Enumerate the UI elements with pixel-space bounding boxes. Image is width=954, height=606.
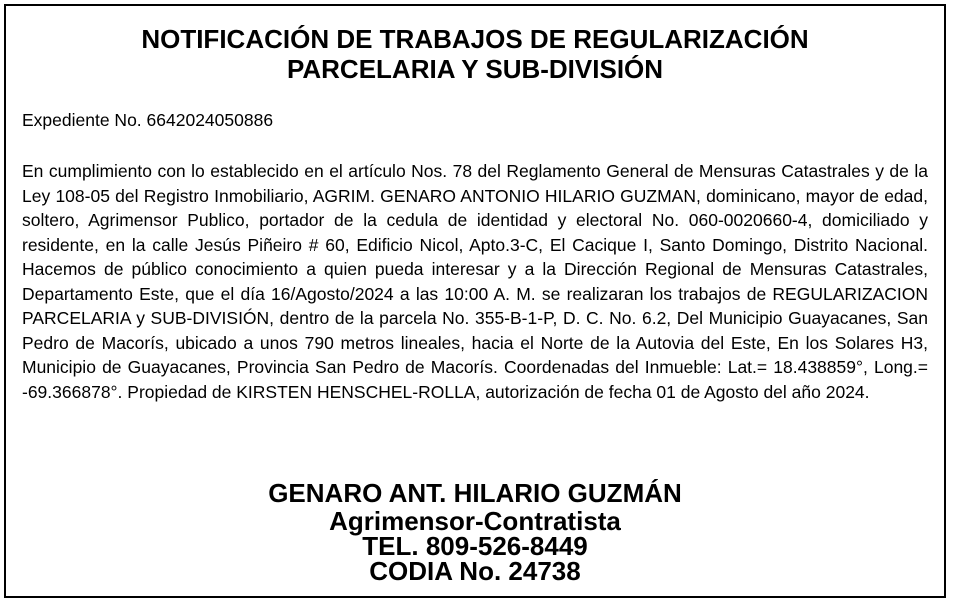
signatory-phone: TEL. 809-526-8449 xyxy=(362,531,588,561)
notice-title-line2: PARCELARIA Y SUB-DIVISIÓN xyxy=(286,54,664,84)
notice-body: En cumplimiento con lo establecido en el artículo Nos. 78 del Reglamento General de Mensuras Catastrales y de la Ley 108-05 del Registro Inmobiliario, AGRIM. GENARO ANTONIO HILARIO GUZMAN, dominicano, mayor de edad, soltero, Agrimensor Publico, portador de la cedula de identidad y electoral No. 060-0020660-4, domiciliado y residente, en la calle Jesús Piñeiro # 60, Edificio Nicol, Apto.3-C, El Cacique I, Santo Domingo, Distrito Nacional. Hacemos de público conocimiento a quien pueda interesar y a la Dirección Regional de Mensuras Catastrales, Departamento Este, que el día 16/Agosto/2024 a las 10:00 A. M. se realizaran los trabajos de REGULARIZACION PARCELARIA y SUB-DIVISIÓN, dentro de la parcela No. 355-B-1-P, D. C. No. 6.2, Del Municipio Guayacanes, San Pedro de Macorís, ubicado a unos 790 metros lineales, hacia el Norte de la Autovia del Este, En los Solares H3, Municipio de Guayacanes, Provincia San Pedro de Macorís. Coordenadas del Inmueble: Lat.= 18.438859°, Long.= -69.366878°. Propiedad de KIRSTEN HENSCHEL-ROLLA, autorización de fecha 01 de Agosto del año 2024. xyxy=(22,161,928,402)
notice-title xyxy=(6,24,944,84)
signatory-role: Agrimensor-Contratista xyxy=(329,506,621,536)
signature-block xyxy=(6,478,944,584)
signatory-codia: CODIA No. 24738 xyxy=(369,556,581,586)
expediente-number: Expediente No. 6642024050886 xyxy=(22,110,274,130)
notice-frame xyxy=(4,4,946,598)
notice-title-line1: NOTIFICACIÓN DE TRABAJOS DE REGULARIZACIÓN xyxy=(141,24,809,54)
signatory-name: GENARO ANT. HILARIO GUZMÁN xyxy=(268,478,682,508)
